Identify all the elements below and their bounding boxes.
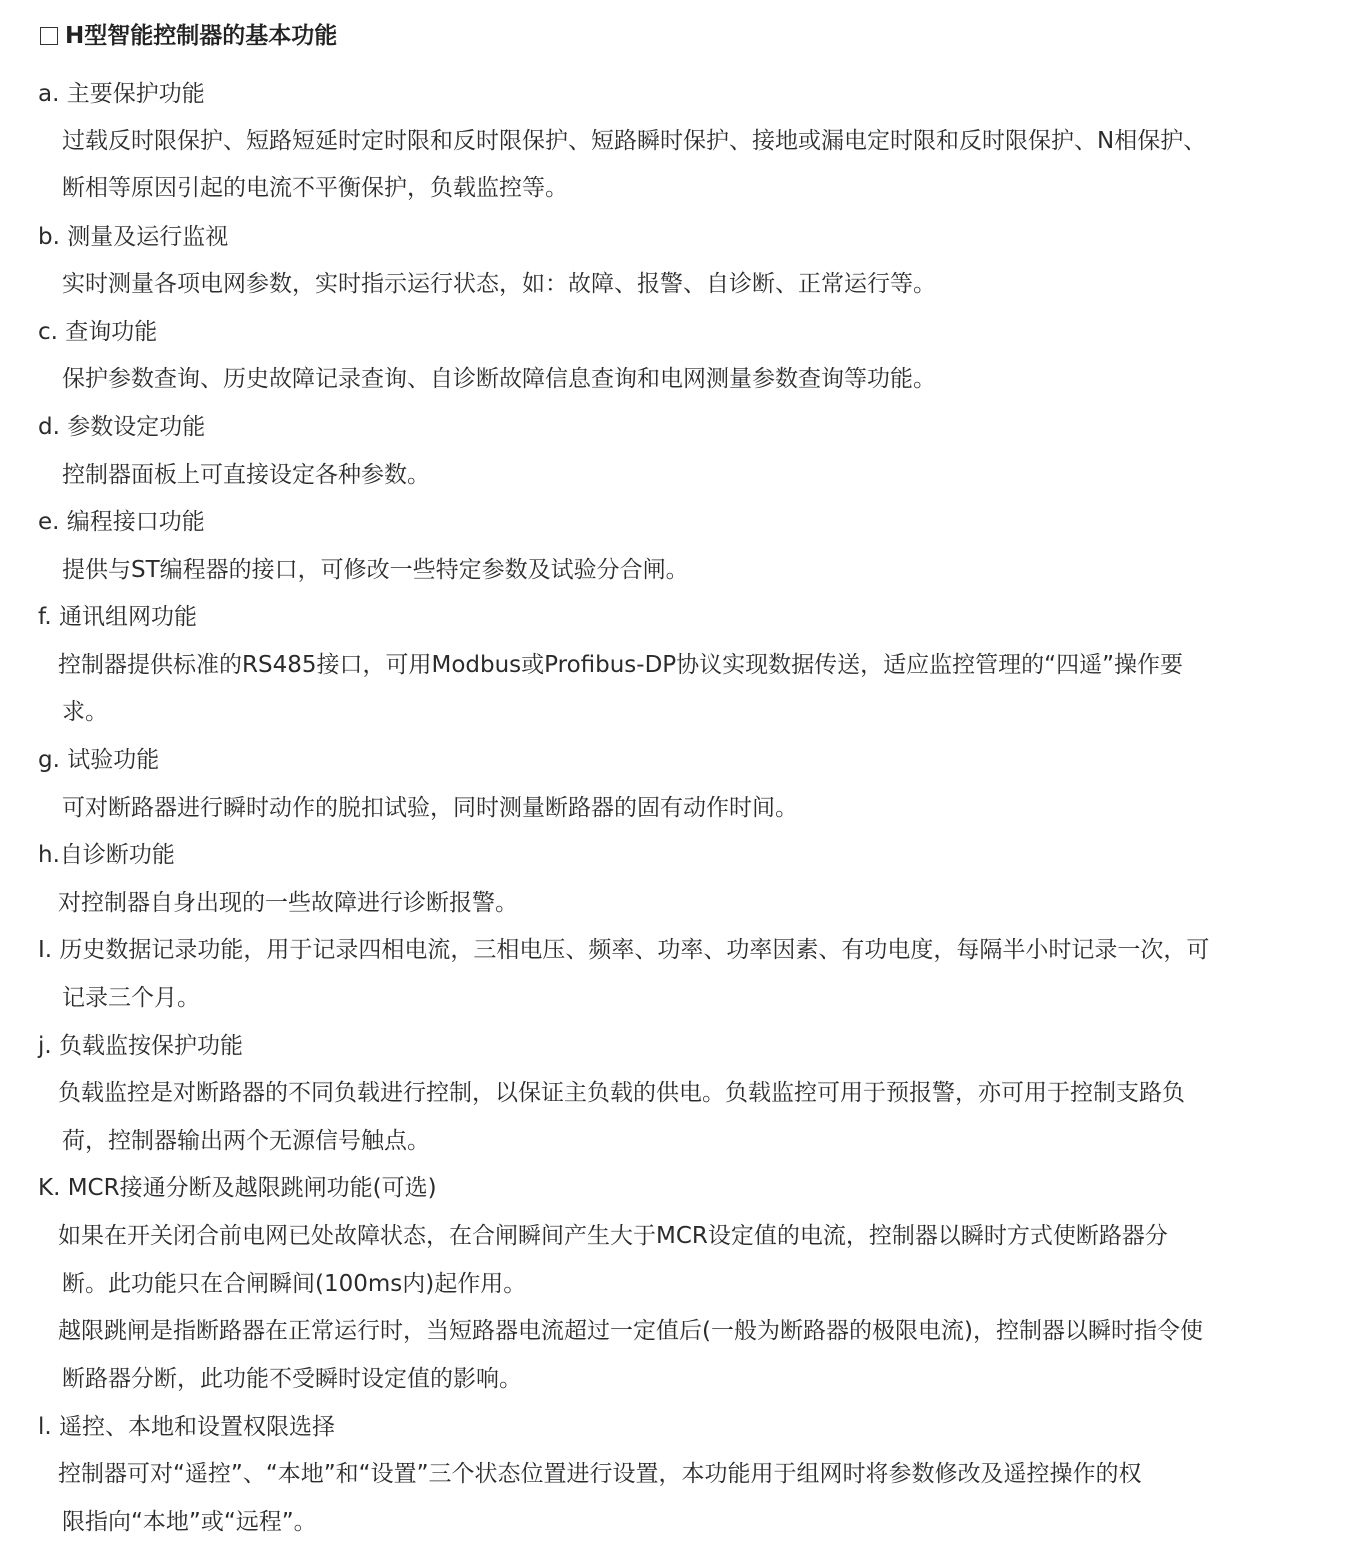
section-i-line-1: 记录三个月。 xyxy=(62,985,200,1011)
section-heading-i: I. 历史数据记录功能，用于记录四相电流，三相电压、频率、功率、功率因素、有功电度，每隔半小时记录一次，可 xyxy=(38,937,1210,963)
section-k-line-1: 如果在开关闭合前电网已处故障状态，在合闸瞬间产生大于MCR设定值的电流，控制器以瞬时方式使断路器分 xyxy=(58,1223,1168,1249)
section-h-line-1: 对控制器自身出现的一些故障进行诊断报警。 xyxy=(58,890,518,916)
section-j-line-2: 荷，控制器输出两个无源信号触点。 xyxy=(62,1128,430,1154)
checkbox-square-icon xyxy=(40,27,58,45)
section-b-line-1: 实时测量各项电网参数，实时指示运行状态，如：故障、报警、自诊断、正常运行等。 xyxy=(62,271,936,297)
section-heading-e: e. 编程接口功能 xyxy=(38,509,205,535)
section-l-line-2: 限指向“本地”或“远程”。 xyxy=(62,1509,317,1535)
section-f-line-2: 求。 xyxy=(62,699,108,725)
section-heading-h: h.自诊断功能 xyxy=(38,842,175,868)
section-heading-c: c. 查询功能 xyxy=(38,319,158,345)
section-heading-l: l. 遥控、本地和设置权限选择 xyxy=(38,1414,336,1440)
section-k-line-3: 越限跳闸是指断路器在正常运行时，当短路器电流超过一定值后(一般为断路器的极限电流)，控制器以瞬时指令使 xyxy=(58,1318,1203,1344)
title-text: H型智能控制器的基本功能 xyxy=(65,23,338,49)
document-title xyxy=(40,16,337,56)
section-a-line-2: 断相等原因引起的电流不平衡保护，负载监控等。 xyxy=(62,175,568,201)
section-d-line-1: 控制器面板上可直接设定各种参数。 xyxy=(62,462,430,488)
section-c-line-1: 保护参数查询、历史故障记录查询、自诊断故障信息查询和电网测量参数查询等功能。 xyxy=(62,366,936,392)
section-k-line-4: 断路器分断，此功能不受瞬时设定值的影响。 xyxy=(62,1366,522,1392)
section-heading-a: a. 主要保护功能 xyxy=(38,81,205,107)
section-heading-b: b. 测量及运行监视 xyxy=(38,224,229,250)
section-heading-k: K. MCR接通分断及越限跳闸功能(可选) xyxy=(38,1175,437,1201)
section-heading-f: f. 通讯组网功能 xyxy=(38,604,198,630)
section-e-line-1: 提供与ST编程器的接口，可修改一些特定参数及试验分合闸。 xyxy=(62,557,689,583)
section-l-line-1: 控制器可对“遥控”、“本地”和“设置”三个状态位置进行设置，本功能用于组网时将参数修改及遥控操作的权 xyxy=(58,1461,1142,1487)
section-heading-d: d. 参数设定功能 xyxy=(38,414,206,440)
section-heading-g: g. 试验功能 xyxy=(38,747,160,773)
section-a-line-1: 过载反时限保护、短路短延时定时限和反时限保护、短路瞬时保护、接地或漏电定时限和反时限保护、N相保护、 xyxy=(62,128,1207,154)
section-f-line-1: 控制器提供标准的RS485接口，可用Modbus或Profibus-DP协议实现数据传送，适应监控管理的“四遥”操作要 xyxy=(58,652,1184,678)
section-j-line-1: 负载监控是对断路器的不同负载进行控制，以保证主负载的供电。负载监控可用于预报警，亦可用于控制支路负 xyxy=(58,1080,1185,1106)
section-heading-j: j. 负载监按保护功能 xyxy=(38,1033,244,1059)
section-g-line-1: 可对断路器进行瞬时动作的脱扣试验，同时测量断路器的固有动作时间。 xyxy=(62,795,798,821)
section-k-line-2: 断。此功能只在合闸瞬间(100ms内)起作用。 xyxy=(62,1271,527,1297)
